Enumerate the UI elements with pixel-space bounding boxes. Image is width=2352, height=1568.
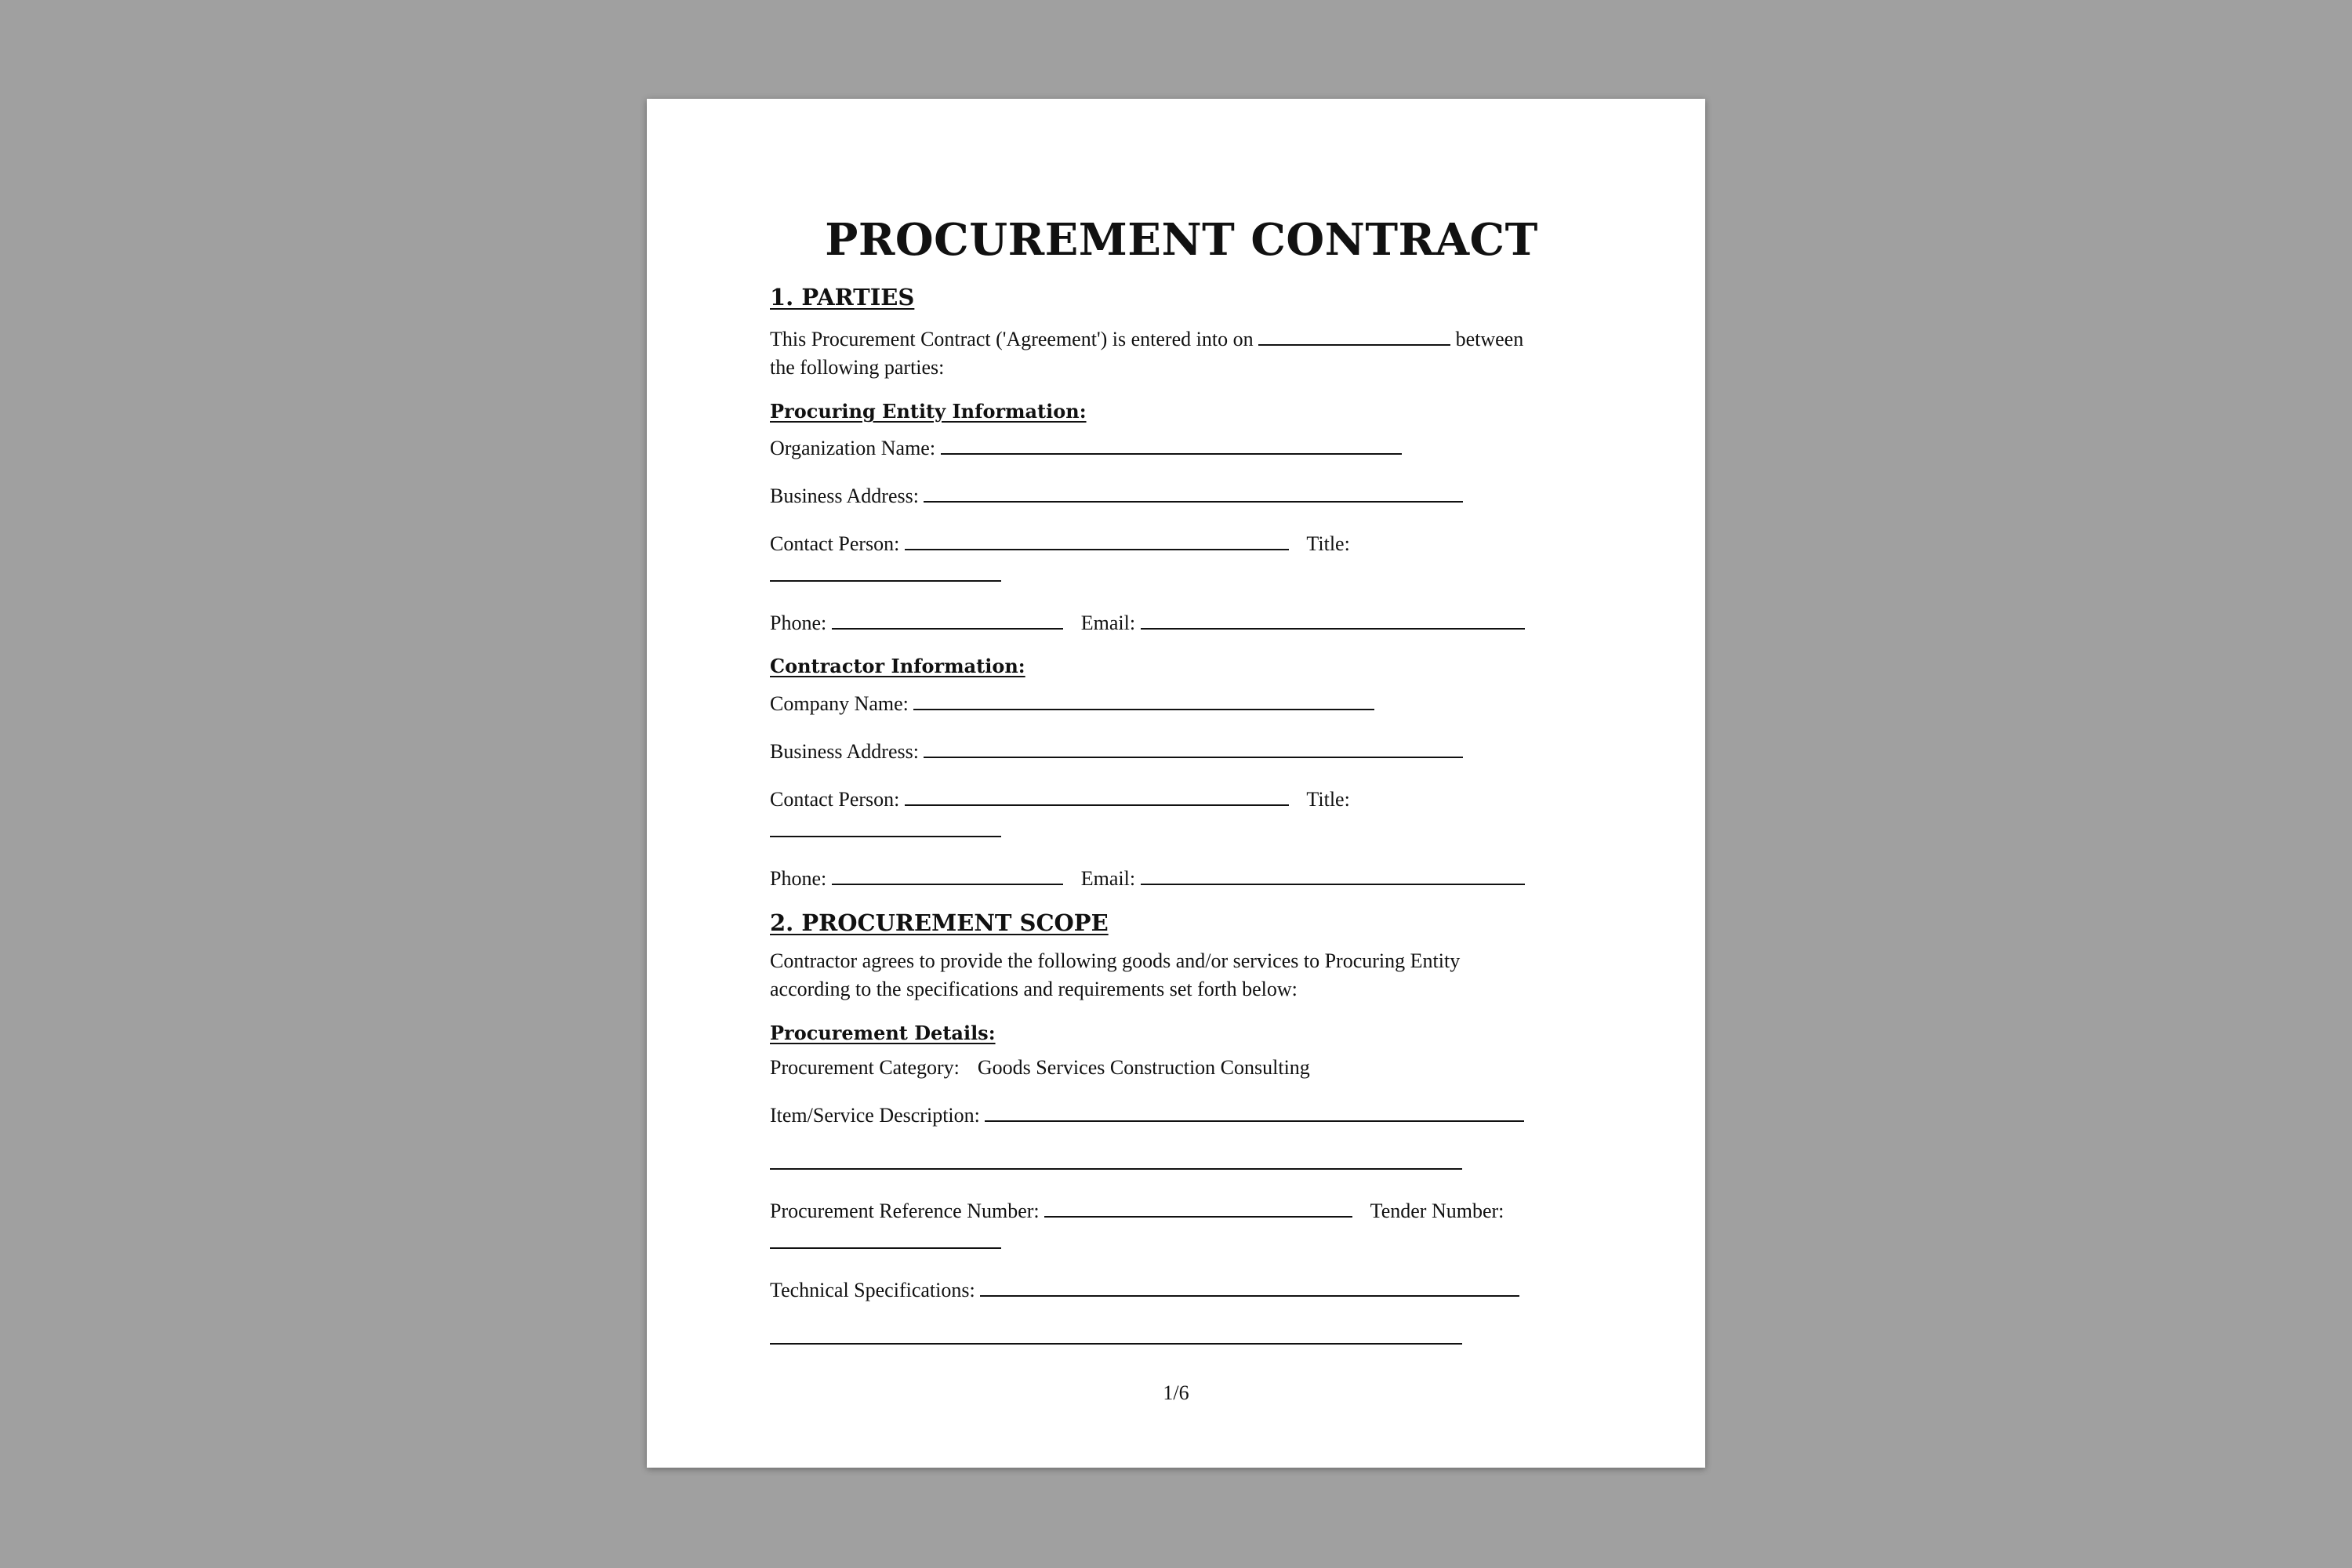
reference-blank [1044, 1194, 1352, 1218]
entity-title-label: Title: [1306, 532, 1350, 556]
tender-row [770, 1225, 1593, 1257]
entity-contact-row [770, 527, 1593, 558]
item-description-row2 [770, 1146, 1593, 1178]
reference-label: Procurement Reference Number: [770, 1199, 1040, 1222]
document-title: PROCUREMENT CONTRACT [825, 214, 1538, 266]
tender-blank [770, 1225, 1001, 1249]
entity-email-blank [1141, 606, 1525, 630]
contractor-heading: Contractor Information: [770, 655, 1025, 678]
parties-intro-text: This Procurement Contract ('Agreement') is entered into on [770, 328, 1254, 351]
contractor-address-label: Business Address: [770, 739, 919, 763]
tech-spec-label: Technical Specifications: [770, 1278, 975, 1301]
parties-intro [770, 322, 1593, 382]
procuring-entity-heading: Procuring Entity Information: [770, 400, 1087, 423]
procurement-details-heading: Procurement Details: [770, 1022, 996, 1045]
scope-intro [770, 947, 1593, 1004]
contractor-company-label: Company Name: [770, 691, 909, 715]
section-heading-parties: 1. PARTIES [770, 284, 915, 311]
entity-organization-label: Organization Name: [770, 437, 936, 460]
section-heading-scope: 2. PROCUREMENT SCOPE [770, 909, 1109, 936]
contractor-contact-row [770, 782, 1593, 814]
tender-label: Tender Number: [1370, 1199, 1504, 1222]
entity-title-row [770, 558, 1593, 590]
entity-address-blank [924, 479, 1463, 503]
contractor-phone-label: Phone: [770, 866, 827, 890]
entity-contact-label: Contact Person: [770, 532, 900, 556]
item-description-blank-2 [770, 1146, 1462, 1170]
document-page [647, 99, 1705, 1468]
reference-row [770, 1194, 1593, 1225]
contractor-phone-blank [832, 862, 1063, 885]
entity-contact-blank [905, 527, 1289, 550]
entity-email-label: Email: [1080, 612, 1136, 635]
contractor-title-row [770, 814, 1593, 845]
contractor-email-blank [1141, 862, 1525, 885]
tech-spec-blank-2 [770, 1321, 1462, 1345]
item-description-label: Item/Service Description: [770, 1103, 980, 1127]
document-content [770, 215, 1593, 1369]
scope-intro-line2: according to the specifications and requirements set forth below: [770, 978, 1298, 1001]
entity-phone-label: Phone: [770, 612, 827, 635]
contractor-address-row [770, 735, 1593, 766]
entity-address-label: Business Address: [770, 485, 919, 508]
scope-intro-line1: Contractor agrees to provide the following goods and/or services to Procuring Entity [770, 949, 1461, 973]
tech-spec-row [770, 1273, 1593, 1305]
entity-organization-blank [941, 431, 1402, 455]
agreement-date-blank [1258, 322, 1450, 346]
item-description-row [770, 1098, 1593, 1130]
item-description-blank [985, 1098, 1524, 1122]
contractor-phone-row [770, 862, 1593, 893]
procurement-category-options: Goods Services Construction Consulting [977, 1055, 1310, 1079]
parties-intro-line2: the following parties: [770, 356, 945, 379]
entity-phone-blank [832, 606, 1063, 630]
contractor-address-blank [924, 735, 1463, 758]
contractor-email-label: Email: [1080, 866, 1136, 890]
tech-spec-row2 [770, 1321, 1593, 1352]
contractor-contact-blank [905, 782, 1289, 806]
contractor-company-blank [913, 687, 1374, 710]
contractor-title-label: Title: [1306, 787, 1350, 811]
procurement-category-label: Procurement Category: [770, 1055, 960, 1079]
entity-phone-row [770, 606, 1593, 637]
contractor-company-row [770, 687, 1593, 718]
entity-organization-row [770, 431, 1593, 463]
contractor-title-blank [770, 814, 1001, 837]
parties-intro-between: between [1455, 328, 1524, 351]
page-number: 1/6 [1163, 1381, 1189, 1404]
tech-spec-blank [980, 1273, 1519, 1297]
entity-address-row [770, 479, 1593, 510]
contractor-contact-label: Contact Person: [770, 787, 900, 811]
entity-title-blank [770, 558, 1001, 582]
procurement-category-row [770, 1054, 1593, 1082]
